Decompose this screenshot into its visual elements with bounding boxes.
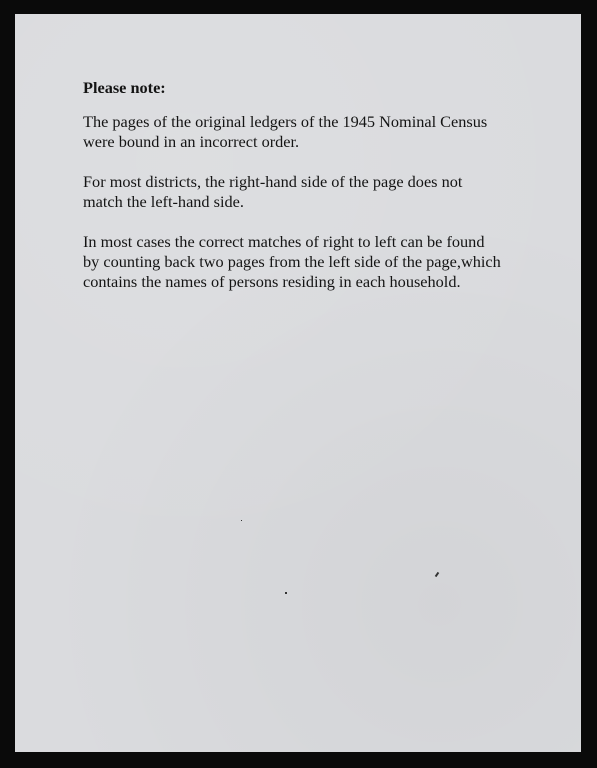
document-page	[15, 14, 581, 752]
notice-paragraph-1: The pages of the original ledgers of the 1945 Nominal Census were bound in an incorrect order.	[83, 112, 488, 151]
paper-speck	[285, 592, 287, 594]
paper-speck	[241, 520, 242, 521]
notice-heading: Please note:	[83, 78, 166, 97]
paper-speck	[435, 572, 440, 577]
notice-paragraph-3: In most cases the correct matches of right to left can be found by counting back two pages from the left side of the page,which contains the names of persons residing in each household.	[83, 232, 501, 291]
notice-content	[83, 78, 553, 312]
notice-paragraph-2: For most districts, the right-hand side of the page does not match the left-hand side.	[83, 172, 463, 211]
